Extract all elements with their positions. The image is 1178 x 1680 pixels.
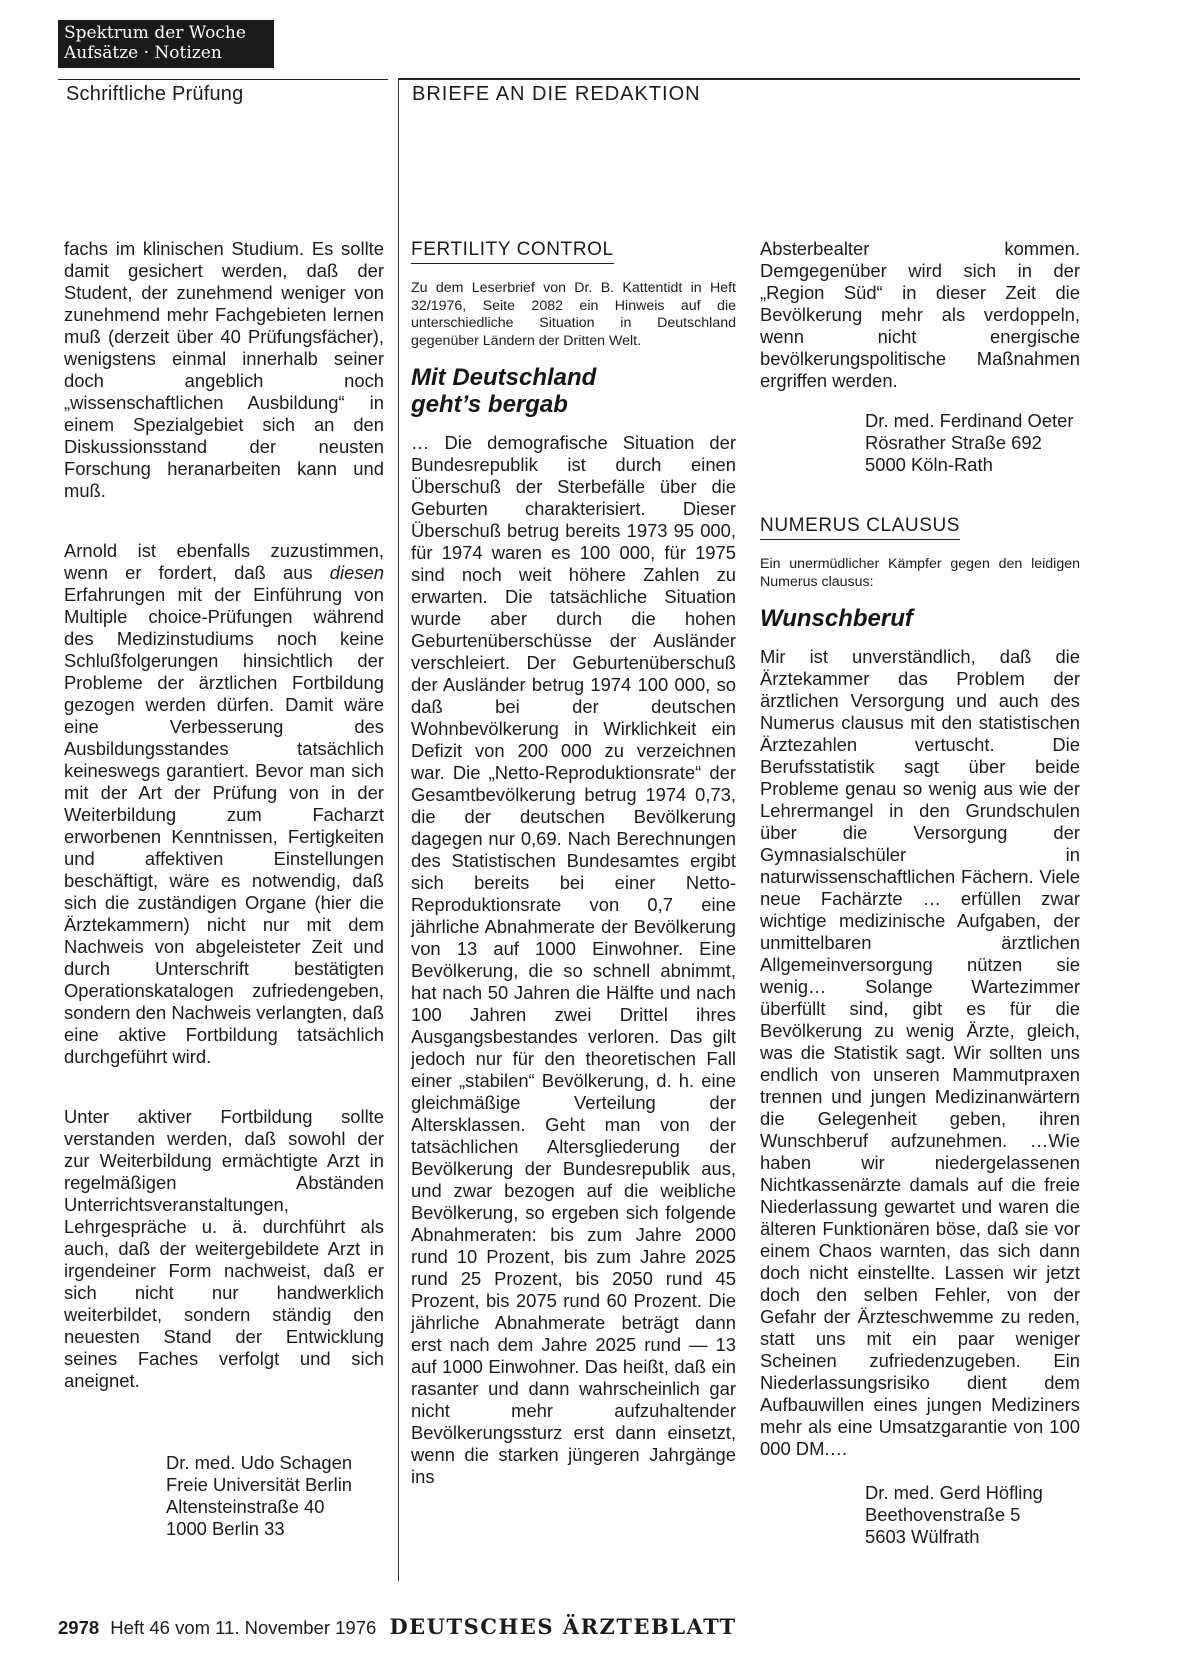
signature-schagen xyxy=(64,1452,384,1540)
paragraph-3: Unter aktiver Fortbildung sollte verstanden werden, daß sowohl der zur Weiterbildung ermächtigte Arzt in regelmäßigen Abständen Unterrichtsveranstaltungen, Lehrgespräche u. ä. durchführt als auch, daß der weitergebildete Arzt in irgendeiner Form nachweist, daß er sich nicht nur handwerklich weiterbildet, sondern ständig den neuesten Stand der Entwicklung seines Faches verfolgt und sich aneignet. xyxy=(64,1106,384,1391)
header-rule-right xyxy=(398,78,1080,80)
signature-line: Beethovenstraße 5 xyxy=(865,1504,1021,1525)
letter-body: Mir ist unverständlich, daß die Ärztekammer das Problem der ärztlichen Versorgung und auch des Numerus clausus mit den statistischen Ärztezahlen vertuscht. Die Berufsstatistik sagt über beide Probleme genau so wenig aus wie der Lehrermangel in den Grundschulen über die Versorgung der Gymnasialschüler in naturwissenschaftlichen Fächern. Viele neue Fachärzte … erfüllen zwar wichtige medizinische Aufgaben, der unmittelbaren ärztlichen Allgemeinversorgung nützen sie wenig… Solange Wartezimmer überfüllt sind, gibt es für die Bevölkerung zu wenig Ärzte, gleich, was die Statistik sagt. Wir sollten uns endlich von unseren Mammutpraxen trennen und jungen Medizinanwärtern die Gelegenheit geben, ihren Wunschberuf aufzunehmen. …Wie haben wir niedergelassenen Nichtkassenärzte damals auf die freie Niederlassung gewartet und waren die älteren Funktionären böse, daß sie vor einem Chaos warnten, das sich dann doch nicht einstellte. Lassen wir jetzt doch den selben Fehler, von der Gefahr der Ärzteschwemme zu reden, statt uns mit ein paar weniger Scheinen zufriedenzugeben. Ein Niederlassungsrisiko dient dem Aufbauwillen eines jungen Mediziners mehr als eine Umsatzgarantie von 100 000 DM.… xyxy=(760,646,1080,1459)
column-divider xyxy=(398,78,399,1581)
signature-line: 1000 Berlin 33 xyxy=(166,1518,285,1539)
signature-line: 5000 Köln-Rath xyxy=(865,454,993,475)
signature-hoefling xyxy=(760,1482,1080,1548)
issue-info: Heft 46 vom 11. November 1976 xyxy=(110,1617,377,1638)
page-footer xyxy=(58,1612,737,1642)
paragraph-2-emphasis: diesen xyxy=(329,562,384,583)
letter-continuation: Absterbealter kommen. Demgegenüber wird sich in der „Region Süd“ in dieser Zeit die Bevölkerung mehr als verdoppeln, wenn nicht energische bevölkerungspolitische Maßnahmen ergriffen werden. xyxy=(760,238,1080,391)
column-middle xyxy=(411,238,736,1488)
letter-intro: Zu dem Leserbrief von Dr. B. Kattentidt in Heft 32/1976, Seite 2082 ein Hinweis auf die unterschiedliche Situation in Deutschland gegenüber Ländern der Dritten Welt. xyxy=(411,280,736,349)
signature-line: Rösrather Straße 692 xyxy=(865,432,1042,453)
letter-body: … Die demografische Situation der Bundesrepublik ist durch einen Überschuß der Sterbefälle über die Geburten charakterisiert. Dieser Überschuß betrug bereits 1973 95 000, für 1974 waren es 100 000, für 1975 sind noch weit höhere Zahlen zu erwarten. Die tatsächliche Situation wurde aber durch die hohen Geburtenüberschüsse der Ausländer verschleiert. Der Geburtenüberschuß der Ausländer betrug 1974 100 000, so daß bei der deutschen Wohnbevölkerung in Wirklichkeit ein Defizit von 200 000 zu verzeichnen war. Die „Netto-Reproduktionsrate“ der Gesamtbevölkerung betrug 1974 0,73, die der deutschen Bevölkerung dagegen nur 0,69. Nach Berechnungen des Statistischen Bundesamtes ergibt sich bereits bei einer Netto-Reproduktionsrate von 0,7 eine jährliche Abnahmerate der Bevölkerung von 13 auf 1000 Einwohner. Eine Bevölkerung, die so schnell abnimmt, hat nach 50 Jahren die Hälfte und nach 100 Jahren zwei Drittel ihres Ausgangsbestandes verloren. Das gilt jedoch nur für den theoretischen Fall einer „stabilen“ Bevölkerung, d. h. eine gleichmäßige Verteilung der Altersklassen. Geht man von der tatsächlichen Altersgliederung der Bevölkerung der Bundesrepublik aus, und zwar bezogen auf die weibliche Bevölkerung, so ergeben sich folgende Abnahmeraten: bis zum Jahre 2000 rund 10 Prozent, bis zum Jahre 2025 rund 25 Prozent, bis 2050 rund 45 Prozent, bis 2075 rund 60 Prozent. Die jährliche Abnahmerate beträgt dann erst nach dem Jahre 2025 rund — 13 auf 1000 Einwohner. Das heißt, daß ein rasanter und dann wahrscheinlich gar nicht mehr aufzuhaltender Bevölkerungssturz erst dann einsetzt, wenn die starken jüngeren Jahrgänge ins xyxy=(411,432,736,1487)
signature-line: Freie Universität Berlin xyxy=(166,1474,353,1495)
signature-line: Dr. med. Udo Schagen xyxy=(166,1452,353,1473)
header-rule-left xyxy=(58,79,388,80)
headline-line-2: geht’s bergab xyxy=(411,391,568,418)
paragraph-1: fachs im klinischen Studium. Es sollte damit gesichert werden, daß der Student, der zunehmend weniger von zunehmend mehr Fachgebieten lernen muß (derzeit über 40 Prüfungsfächer), wenigstens einmal innerhalb seiner doch angeblich noch „wissenschaftlichen Ausbildung“ in einem Spezialgebiet sich an den Diskussionsstand der neusten Forschung heranarbeiten kann und muß. xyxy=(64,238,384,501)
paragraph-2-rest: Erfahrungen mit der Einführung von Multiple choice-Prüfungen während des Medizinstudiums noch keine Schlußfolgerungen hinsichtlich der Probleme der ärztlichen Fortbildung gezogen werden dürfen. Damit wäre eine Verbesserung des Ausbildungsstandes tatsächlich keineswegs garantiert. Bevor man sich mit der Art der Prüfung von in der Weiterbildung zum Facharzt erworbenen Kenntnissen, Fertigkeiten und affektiven Einstellungen beschäftigt, wäre es notwendig, daß sich die zuständigen Organe (hier die Ärztekammern) nicht nur mit dem Nachweis von abgeleisteter Zeit und durch Unterschrift bestätigten Operationskatalogen zufriedengeben, sondern den Nachweis verlangten, daß eine aktive Fortbildung tatsächlich durchgeführt wird. xyxy=(64,584,384,1067)
page-number: 2978 xyxy=(58,1617,100,1638)
section-title-left: Schriftliche Prüfung xyxy=(66,83,244,105)
signature-line: Altensteinstraße 40 xyxy=(166,1496,325,1517)
masthead xyxy=(58,20,274,68)
signature-line: Dr. med. Ferdinand Oeter xyxy=(865,410,1074,431)
publication-name: DEUTSCHES ÄRZTEBLATT xyxy=(389,1614,737,1639)
masthead-line-2: Aufsätze · Notizen xyxy=(64,43,222,63)
letter-intro: Ein unermüdlicher Kämpfer gegen den leidigen Numerus clausus: xyxy=(760,556,1080,590)
signature-line: Dr. med. Gerd Höfling xyxy=(865,1482,1043,1503)
headline-line-1: Mit Deutschland xyxy=(411,364,597,391)
letter-headline: Wunschberuf xyxy=(760,605,913,632)
column-left xyxy=(64,238,384,1540)
paragraph-2-start: Arnold ist ebenfalls zuzustimmen, wenn er fordert, daß aus xyxy=(64,540,384,583)
section-title-right: BRIEFE AN DIE REDAKTION xyxy=(412,83,701,105)
letter-headline xyxy=(411,364,736,418)
column-right xyxy=(760,238,1080,1548)
paragraph-2 xyxy=(64,540,384,1068)
topic-title-numerus: NUMERUS CLAUSUS xyxy=(760,514,960,540)
signature-oeter xyxy=(760,410,1080,476)
signature-line: 5603 Wülfrath xyxy=(865,1526,980,1547)
masthead-line-1: Spektrum der Woche xyxy=(64,23,246,43)
topic-title-fertility: FERTILITY CONTROL xyxy=(411,238,614,264)
